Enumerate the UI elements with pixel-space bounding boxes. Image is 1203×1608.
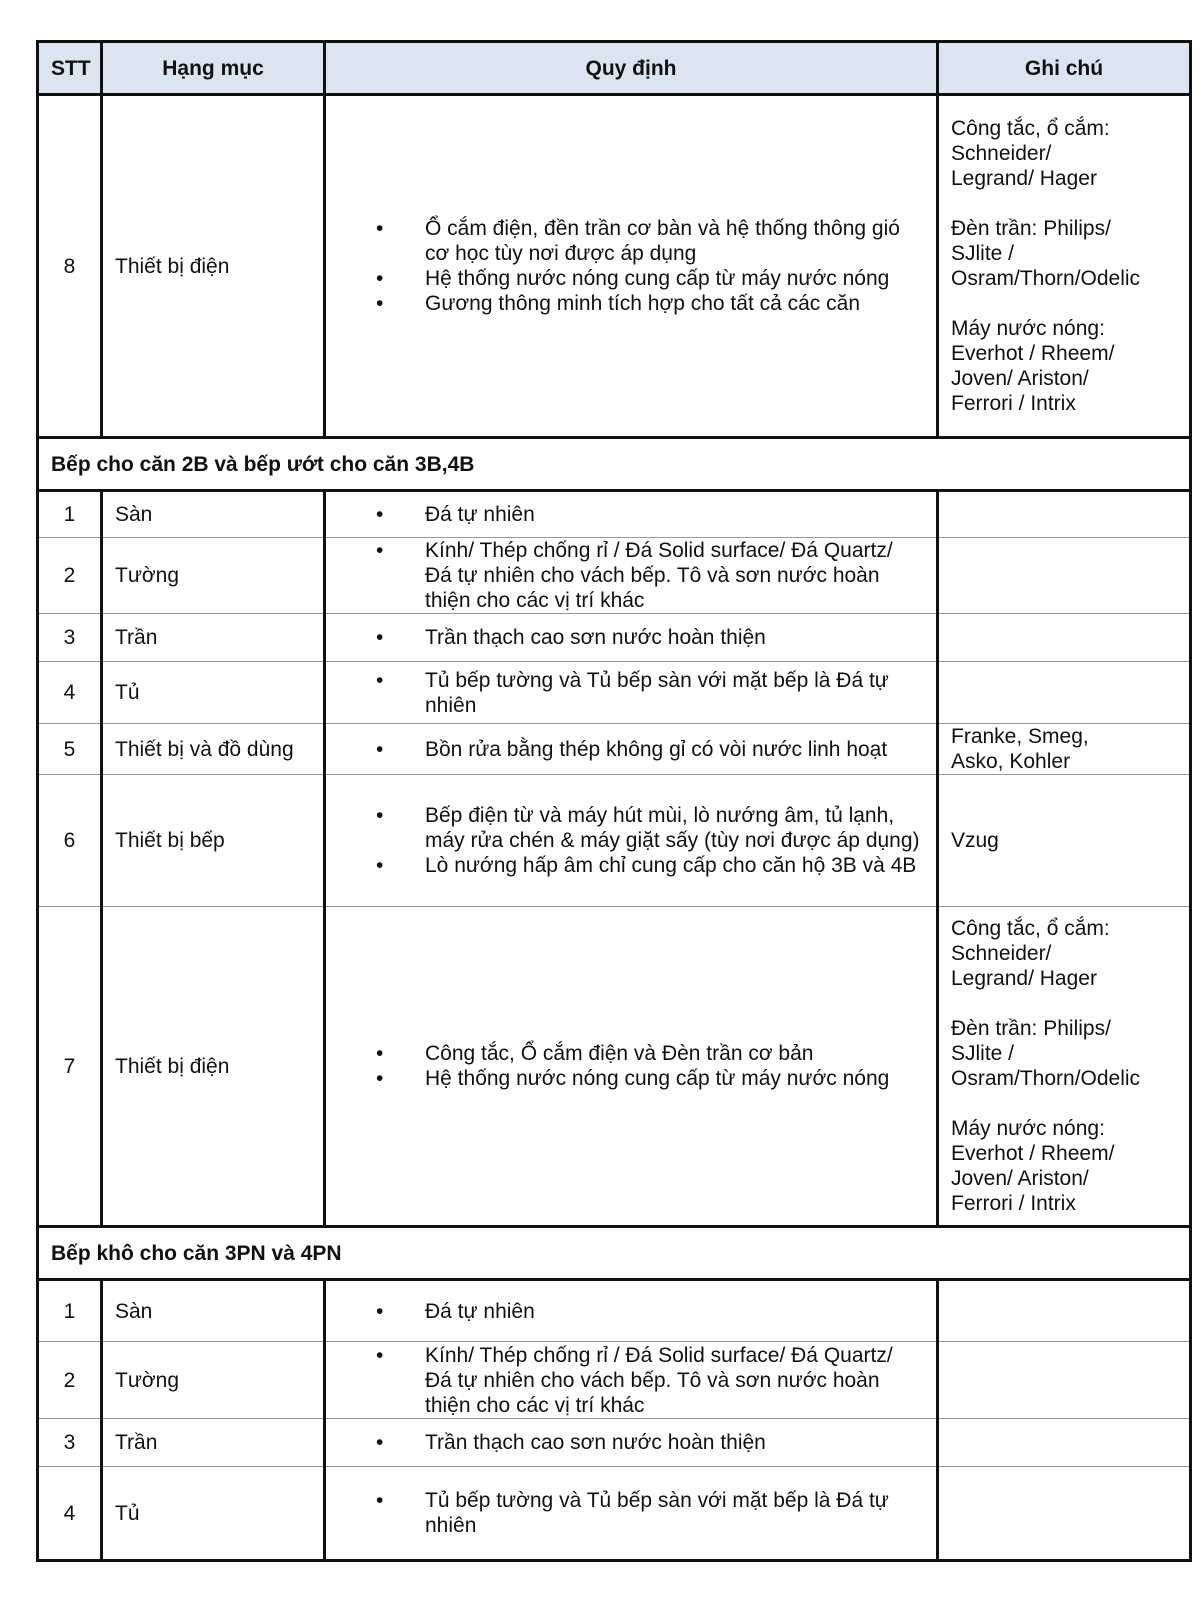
row-stt: 3 <box>38 614 102 662</box>
table-row <box>38 1280 1191 1342</box>
note-text: Franke, Smeg, Asko, Kohler <box>951 725 1089 773</box>
rule-item: • Tủ bếp tường và Tủ bếp sàn với mặt bếp là Đá tự nhiên <box>338 1488 924 1538</box>
rule-item: • Bồn rửa bằng thép không gỉ có vòi nước linh hoạt <box>338 737 924 762</box>
rule-item: • Kính/ Thép chống rỉ / Đá Solid surface/ Đá Quartz/ Đá tự nhiên cho vách bếp. Tô và sơn nước hoàn thiện cho các vị trí khác <box>338 1343 924 1418</box>
rule-item: • Hệ thống nước nóng cung cấp từ máy nước nóng <box>338 1066 924 1091</box>
row-rules <box>325 614 938 662</box>
rule-item: • Bếp điện từ và máy hút mùi, lò nướng âm, tủ lạnh, máy rửa chén & máy giặt sấy (tùy nơi được áp dụng) <box>338 803 924 853</box>
row-note <box>938 1467 1191 1561</box>
row-rules <box>325 491 938 538</box>
row-item: Thiết bị điện <box>102 907 325 1227</box>
rule-item: • Ổ cắm điện, đền trần cơ bàn và hệ thống thông gió cơ học tùy nơi được áp dụng <box>338 216 924 266</box>
row-item: Sàn <box>102 491 325 538</box>
section-row <box>38 1227 1191 1280</box>
row-stt: 8 <box>38 95 102 438</box>
row-note <box>938 614 1191 662</box>
row-rules <box>325 538 938 614</box>
row-note <box>938 775 1191 907</box>
row-item: Thiết bị và đồ dùng <box>102 724 325 775</box>
row-item: Trần <box>102 1419 325 1467</box>
row-stt: 2 <box>38 1342 102 1419</box>
row-note <box>938 724 1191 775</box>
table-row <box>38 907 1191 1227</box>
row-rules <box>325 662 938 724</box>
row-rules <box>325 1342 938 1419</box>
header-row <box>38 42 1191 95</box>
row-stt: 5 <box>38 724 102 775</box>
row-note <box>938 491 1191 538</box>
row-item: Tường <box>102 538 325 614</box>
note-text: Công tắc, ổ cắm: Schneider/ Legrand/ Hager Đèn trần: Philips/ SJlite / Osram/Thorn/Odelic Máy nước nóng: Everhot / Rheem/ Joven/ Ariston/ Ferrori / Intrix <box>951 917 1141 1215</box>
rule-item: • Gương thông minh tích hợp cho tất cả các căn <box>338 291 924 316</box>
row-item: Tủ <box>102 1467 325 1561</box>
table-row <box>38 614 1191 662</box>
table-row <box>38 775 1191 907</box>
row-rules <box>325 95 938 438</box>
row-rules <box>325 724 938 775</box>
header-hang-muc: Hạng mục <box>102 42 325 95</box>
header-quy-dinh: Quy định <box>325 42 938 95</box>
rule-item: • Tủ bếp tường và Tủ bếp sàn với mặt bếp là Đá tự nhiên <box>338 668 924 718</box>
row-rules <box>325 1280 938 1342</box>
row-rules <box>325 1467 938 1561</box>
row-note <box>938 662 1191 724</box>
section-row <box>38 438 1191 491</box>
row-rules <box>325 1419 938 1467</box>
section-title: Bếp cho căn 2B và bếp ướt cho căn 3B,4B <box>38 438 1191 491</box>
row-note <box>938 907 1191 1227</box>
row-item: Trần <box>102 614 325 662</box>
row-stt: 7 <box>38 907 102 1227</box>
row-item: Thiết bị điện <box>102 95 325 438</box>
rule-item: • Công tắc, Ổ cắm điện và Đèn trần cơ bản <box>338 1041 924 1066</box>
row-note <box>938 1280 1191 1342</box>
row-stt: 3 <box>38 1419 102 1467</box>
rule-item: • Trần thạch cao sơn nước hoàn thiện <box>338 625 924 650</box>
rule-item: • Lò nướng hấp âm chỉ cung cấp cho căn hộ 3B và 4B <box>338 853 924 878</box>
row-note <box>938 1419 1191 1467</box>
rule-item: • Đá tự nhiên <box>338 1299 924 1324</box>
section-title: Bếp khô cho căn 3PN và 4PN <box>38 1227 1191 1280</box>
rule-item: • Hệ thống nước nóng cung cấp từ máy nước nóng <box>338 266 924 291</box>
rule-item: • Trần thạch cao sơn nước hoàn thiện <box>338 1430 924 1455</box>
row-note <box>938 95 1191 438</box>
table-row <box>38 724 1191 775</box>
row-stt: 4 <box>38 662 102 724</box>
row-rules <box>325 775 938 907</box>
specification-table <box>36 40 1192 1562</box>
row-rules <box>325 907 938 1227</box>
row-note <box>938 1342 1191 1419</box>
table-row <box>38 95 1191 438</box>
row-item: Tủ <box>102 662 325 724</box>
header-stt: STT <box>38 42 102 95</box>
table-row <box>38 1342 1191 1419</box>
rule-item: • Đá tự nhiên <box>338 502 924 527</box>
row-item: Sàn <box>102 1280 325 1342</box>
row-stt: 2 <box>38 538 102 614</box>
table-row <box>38 538 1191 614</box>
note-text: Công tắc, ổ cắm: Schneider/ Legrand/ Hager Đèn trần: Philips/ SJlite / Osram/Thorn/Odelic Máy nước nóng: Everhot / Rheem/ Joven/ Ariston/ Ferrori / Intrix <box>951 117 1141 415</box>
row-stt: 6 <box>38 775 102 907</box>
table-row <box>38 662 1191 724</box>
row-item: Tường <box>102 1342 325 1419</box>
header-ghi-chu: Ghi chú <box>938 42 1191 95</box>
row-note <box>938 538 1191 614</box>
note-text: Vzug <box>951 829 999 852</box>
row-stt: 1 <box>38 1280 102 1342</box>
row-stt: 4 <box>38 1467 102 1561</box>
table-row <box>38 491 1191 538</box>
table-row <box>38 1419 1191 1467</box>
row-stt: 1 <box>38 491 102 538</box>
rule-item: • Kính/ Thép chống rỉ / Đá Solid surface/ Đá Quartz/ Đá tự nhiên cho vách bếp. Tô và sơn nước hoàn thiện cho các vị trí khác <box>338 538 924 613</box>
row-item: Thiết bị bếp <box>102 775 325 907</box>
table-row <box>38 1467 1191 1561</box>
